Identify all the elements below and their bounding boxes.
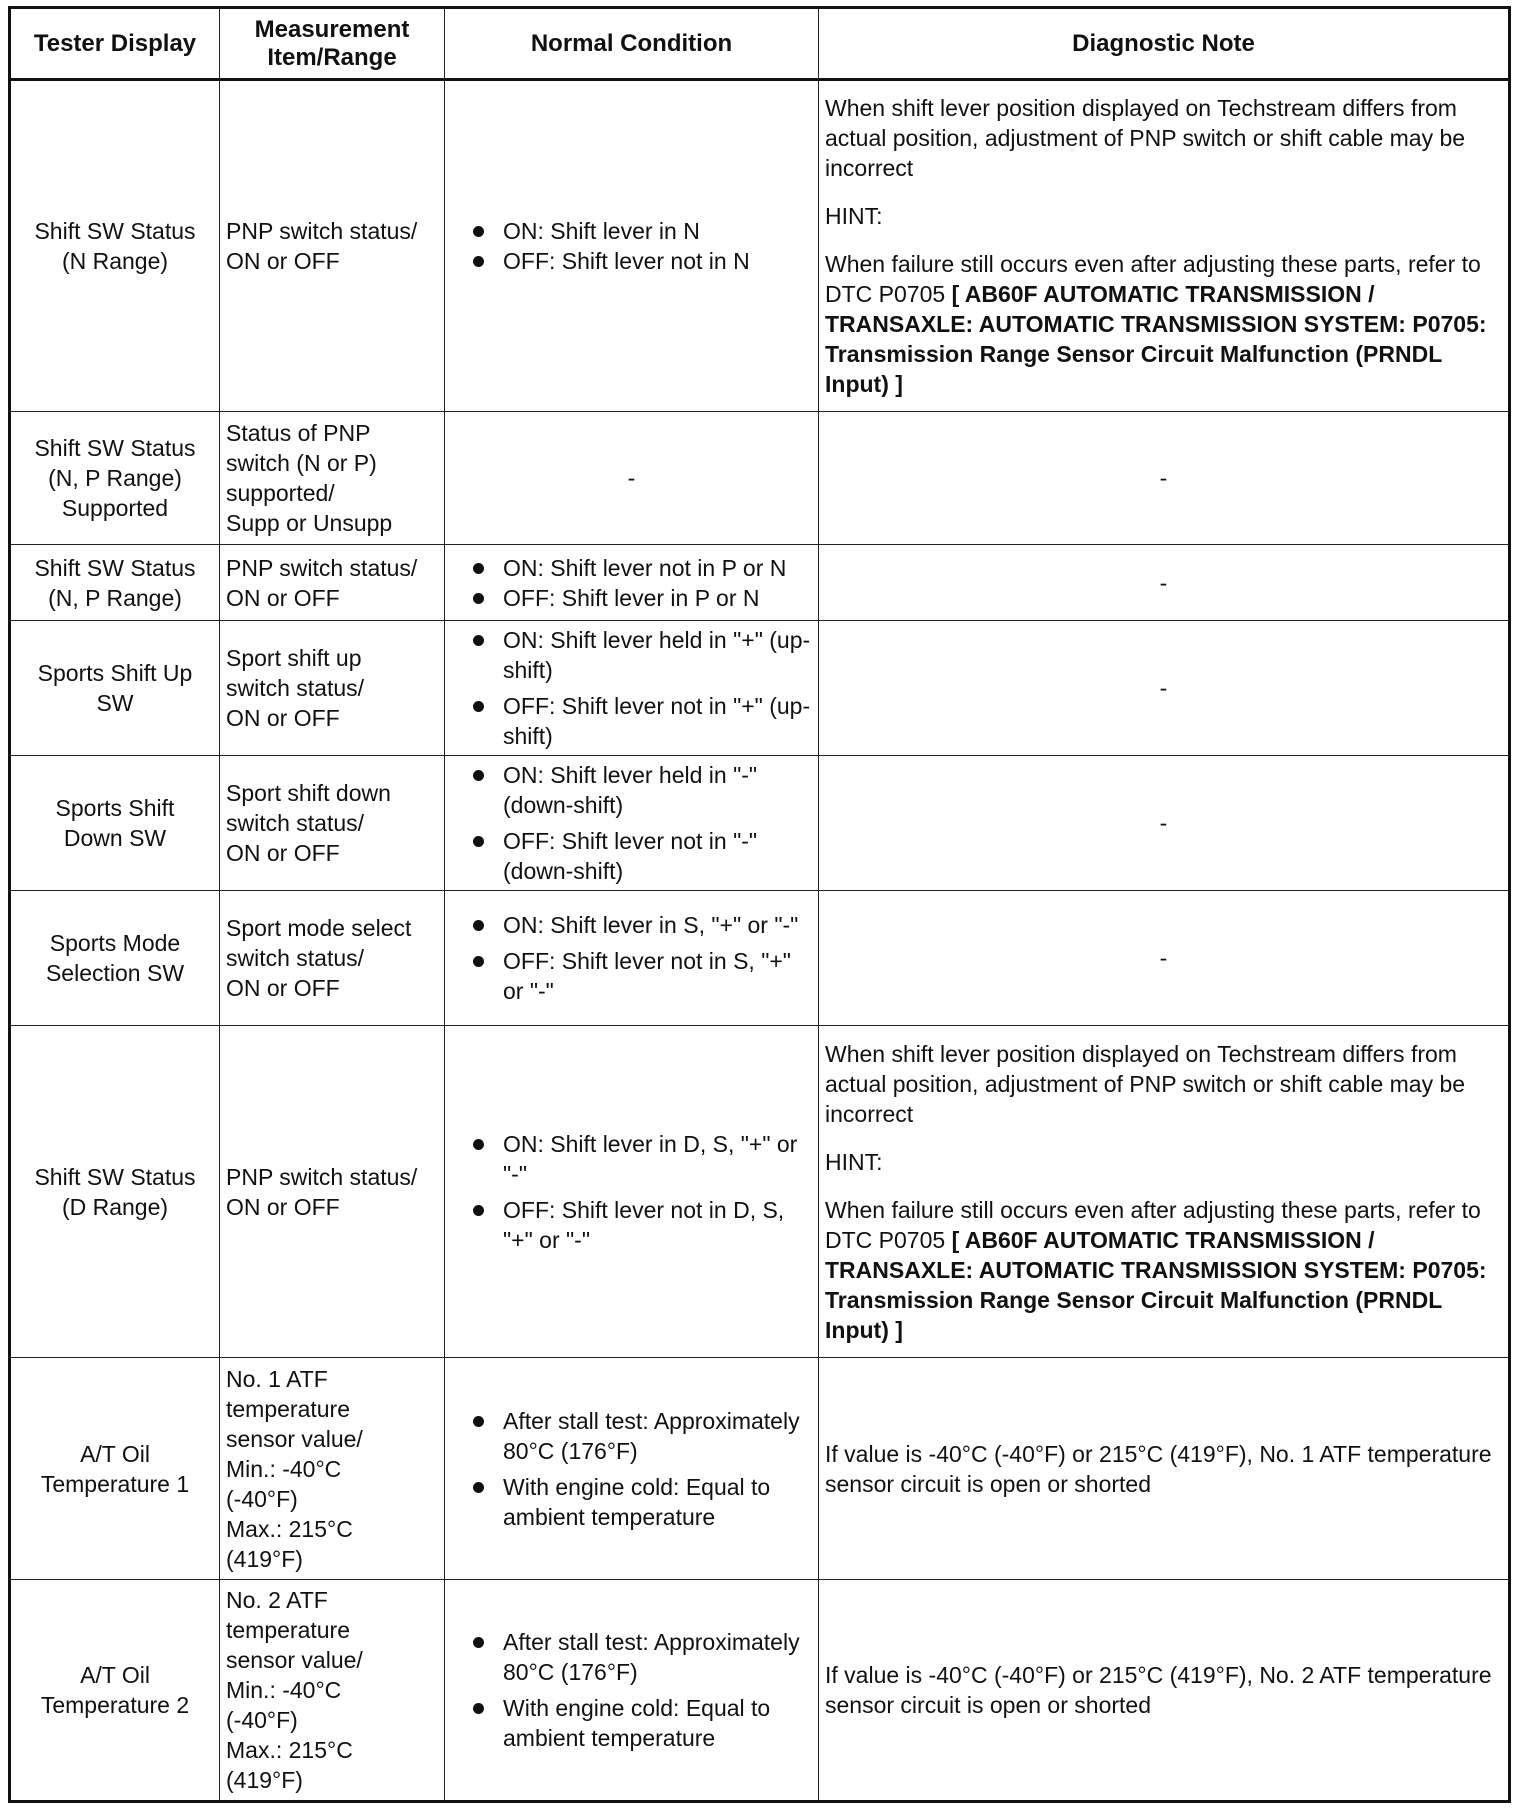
table-row <box>10 80 1510 412</box>
header-normal-condition: Normal Condition <box>445 8 819 80</box>
header-measurement-item: Measurement Item/Range <box>220 8 445 80</box>
tester-display-cell: A/T Oil Temperature 1 <box>10 1358 220 1580</box>
diagnostic-note-cell: If value is -40°C (-40°F) or 215°C (419°F), No. 1 ATF temperature sensor circuit is open or shorted <box>819 1358 1510 1580</box>
note-paragraph: When shift lever position displayed on Techstream differs from actual position, adjustment of PNP switch or shift cable may be incorrect <box>825 95 1466 181</box>
diagnostic-note-cell: - <box>819 756 1510 891</box>
tester-display-cell: Shift SW Status (N, P Range) <box>10 545 220 621</box>
condition-item: With engine cold: Equal to ambient temperature <box>473 1472 812 1532</box>
tester-display-cell: Shift SW Status (N, P Range) Supported <box>10 412 220 545</box>
normal-condition-cell <box>445 1026 819 1358</box>
condition-item: OFF: Shift lever not in "+" (up-shift) <box>473 691 812 751</box>
diagnostic-note-cell <box>819 1026 1510 1358</box>
measurement-cell: Sport mode select switch status/ ON or OFF <box>220 891 445 1026</box>
table-row <box>10 756 1510 891</box>
normal-condition-cell <box>445 1580 819 1802</box>
dtc-reference-link[interactable]: [ AB60F AUTOMATIC TRANSMISSION / TRANSAXLE: AUTOMATIC TRANSMISSION SYSTEM: P0705: Transmission Range Sensor Circuit Malfunction (PRNDL Input) ] <box>825 281 1487 397</box>
condition-item: OFF: Shift lever not in "-" (down-shift) <box>473 826 812 886</box>
measurement-cell: PNP switch status/ ON or OFF <box>220 1026 445 1358</box>
note-reference: When failure still occurs even after adjusting these parts, refer to DTC P0705 [ AB60F AUTOMATIC TRANSMISSION / TRANSAXLE: AUTOMATIC TRANSMISSION SYSTEM: P0705: Transmission Range Sensor Circuit Malfunction (PRNDL Input) ] <box>825 251 1487 397</box>
measurement-cell: PNP switch status/ ON or OFF <box>220 80 445 412</box>
condition-item: OFF: Shift lever not in D, S, "+" or "-" <box>473 1195 812 1255</box>
tester-display-cell: Shift SW Status (D Range) <box>10 1026 220 1358</box>
table-row <box>10 1580 1510 1802</box>
normal-condition-cell <box>445 545 819 621</box>
condition-item: ON: Shift lever held in "+" (up-shift) <box>473 625 812 685</box>
data-list-table <box>8 6 1511 1803</box>
table-row <box>10 1358 1510 1580</box>
measurement-cell: Status of PNP switch (N or P) supported/ Supp or Unsupp <box>220 412 445 545</box>
condition-item: ON: Shift lever in D, S, "+" or "-" <box>473 1129 812 1189</box>
condition-item: ON: Shift lever held in "-" (down-shift) <box>473 760 812 820</box>
measurement-cell: PNP switch status/ ON or OFF <box>220 545 445 621</box>
condition-item: After stall test: Approximately 80°C (176°F) <box>473 1406 812 1466</box>
measurement-cell: No. 2 ATF temperature sensor value/ Min.: -40°C (-40°F) Max.: 215°C (419°F) <box>220 1580 445 1802</box>
condition-item: With engine cold: Equal to ambient temperature <box>473 1693 812 1753</box>
note-reference: When failure still occurs even after adjusting these parts, refer to DTC P0705 [ AB60F AUTOMATIC TRANSMISSION / TRANSAXLE: AUTOMATIC TRANSMISSION SYSTEM: P0705: Transmission Range Sensor Circuit Malfunction (PRNDL Input) ] <box>825 1196 1487 1343</box>
normal-condition-cell <box>445 621 819 756</box>
note-paragraph: When shift lever position displayed on Techstream differs from actual position, adjustment of PNP switch or shift cable may be incorrect <box>825 1040 1466 1127</box>
table-row <box>10 1026 1510 1358</box>
diagnostic-note-cell: - <box>819 891 1510 1026</box>
condition-item: OFF: Shift lever in P or N <box>473 583 812 613</box>
tester-display-cell: Sports Mode Selection SW <box>10 891 220 1026</box>
condition-item: OFF: Shift lever not in N <box>473 246 812 276</box>
condition-item: OFF: Shift lever not in S, "+" or "-" <box>473 946 812 1006</box>
diagnostic-note-cell <box>819 80 1510 412</box>
header-diagnostic-note: Diagnostic Note <box>819 8 1510 80</box>
measurement-cell: No. 1 ATF temperature sensor value/ Min.: -40°C (-40°F) Max.: 215°C (419°F) <box>220 1358 445 1580</box>
table-row <box>10 412 1510 545</box>
tester-display-cell: Sports Shift Up SW <box>10 621 220 756</box>
normal-condition-cell: - <box>445 412 819 545</box>
condition-item: After stall test: Approximately 80°C (176°F) <box>473 1627 812 1687</box>
diagnostic-note-cell: - <box>819 545 1510 621</box>
header-tester-display: Tester Display <box>10 8 220 80</box>
normal-condition-cell <box>445 756 819 891</box>
dtc-reference-link[interactable]: [ AB60F AUTOMATIC TRANSMISSION / TRANSAXLE: AUTOMATIC TRANSMISSION SYSTEM: P0705: Transmission Range Sensor Circuit Malfunction (PRNDL Input) ] <box>825 1226 1487 1343</box>
table-row <box>10 891 1510 1026</box>
tester-display-cell: Shift SW Status (N Range) <box>10 80 220 412</box>
table-row <box>10 545 1510 621</box>
condition-item: ON: Shift lever not in P or N <box>473 553 812 583</box>
normal-condition-cell <box>445 891 819 1026</box>
measurement-cell: Sport shift down switch status/ ON or OFF <box>220 756 445 891</box>
normal-condition-cell <box>445 1358 819 1580</box>
tester-display-cell: Sports Shift Down SW <box>10 756 220 891</box>
diagnostic-note-cell: If value is -40°C (-40°F) or 215°C (419°F), No. 2 ATF temperature sensor circuit is open or shorted <box>819 1580 1510 1802</box>
tester-display-cell: A/T Oil Temperature 2 <box>10 1580 220 1802</box>
diagnostic-note-cell: - <box>819 621 1510 756</box>
header-row <box>10 8 1510 80</box>
table-row <box>10 621 1510 756</box>
note-hint: HINT: <box>825 1148 883 1175</box>
condition-item: ON: Shift lever in S, "+" or "-" <box>473 910 812 940</box>
diagnostic-note-cell: - <box>819 412 1510 545</box>
measurement-cell: Sport shift up switch status/ ON or OFF <box>220 621 445 756</box>
condition-item: ON: Shift lever in N <box>473 216 812 246</box>
note-hint: HINT: <box>825 203 883 229</box>
normal-condition-cell <box>445 80 819 412</box>
